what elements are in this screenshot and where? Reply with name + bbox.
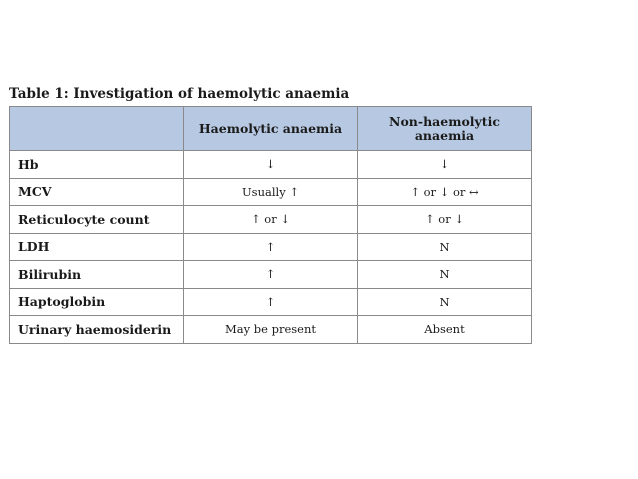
cell-haemolytic: ↑ xyxy=(184,233,358,261)
cell-haemolytic: ↑ xyxy=(184,261,358,289)
table-row xyxy=(10,261,532,289)
table-row xyxy=(10,316,532,344)
cell-non-haemolytic: ↑ or ↓ or ↔ xyxy=(358,178,532,206)
row-label: Bilirubin xyxy=(10,261,184,289)
cell-non-haemolytic: N xyxy=(358,288,532,316)
cell-haemolytic: ↑ xyxy=(184,288,358,316)
table-caption: Table 1: Investigation of haemolytic anaemia xyxy=(9,86,350,102)
header-blank xyxy=(10,107,184,151)
cell-non-haemolytic: N xyxy=(358,261,532,289)
cell-haemolytic: ↑ or ↓ xyxy=(184,206,358,234)
cell-haemolytic: May be present xyxy=(184,316,358,344)
table-row xyxy=(10,178,532,206)
table-row xyxy=(10,288,532,316)
table-row xyxy=(10,151,532,179)
cell-haemolytic: Usually ↑ xyxy=(184,178,358,206)
investigation-table xyxy=(9,106,532,344)
table-header-row xyxy=(10,107,532,151)
row-label: Hb xyxy=(10,151,184,179)
row-label: Reticulocyte count xyxy=(10,206,184,234)
header-non-haemolytic: Non-haemolytic anaemia xyxy=(358,107,532,151)
table-row xyxy=(10,233,532,261)
cell-haemolytic: ↓ xyxy=(184,151,358,179)
cell-non-haemolytic: ↑ or ↓ xyxy=(358,206,532,234)
row-label: Urinary haemosiderin xyxy=(10,316,184,344)
row-label: LDH xyxy=(10,233,184,261)
cell-non-haemolytic: Absent xyxy=(358,316,532,344)
row-label: MCV xyxy=(10,178,184,206)
cell-non-haemolytic: ↓ xyxy=(358,151,532,179)
row-label: Haptoglobin xyxy=(10,288,184,316)
cell-non-haemolytic: N xyxy=(358,233,532,261)
header-haemolytic: Haemolytic anaemia xyxy=(184,107,358,151)
table-row xyxy=(10,206,532,234)
